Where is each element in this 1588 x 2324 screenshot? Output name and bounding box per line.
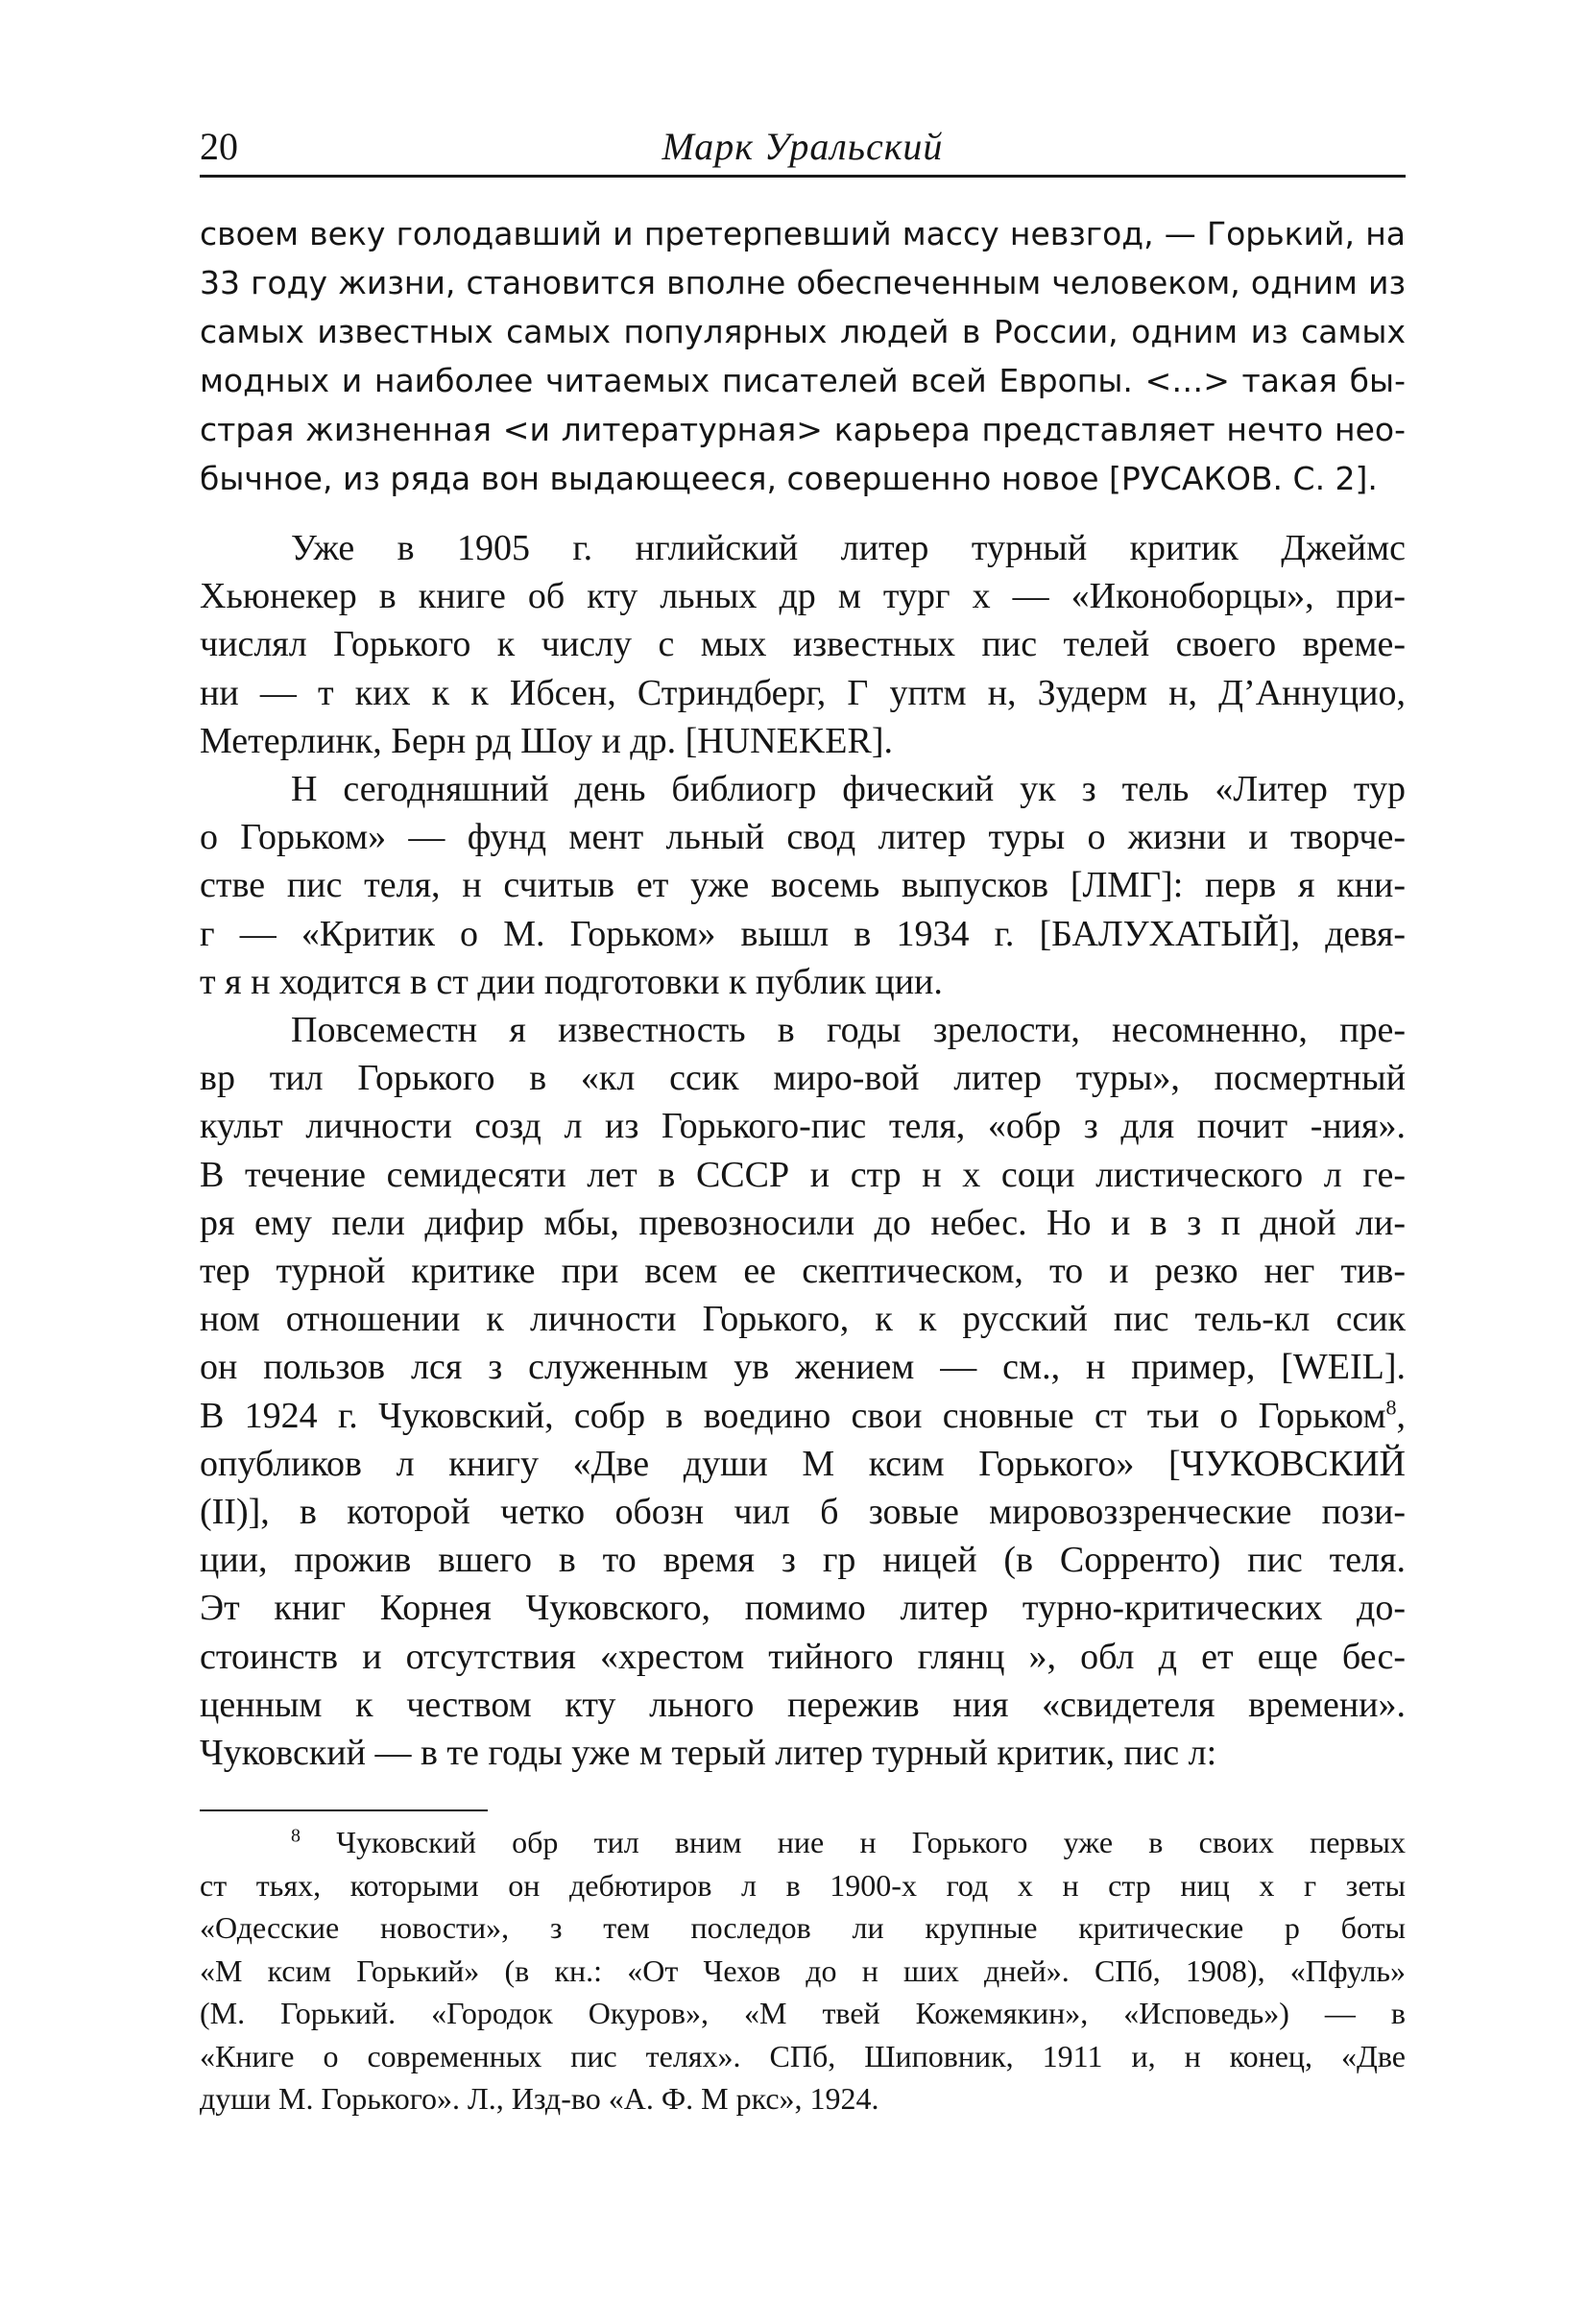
footnote-line: души М. Горького». Л., Изд-во «А. Ф. М ркс», 1924. bbox=[200, 2081, 879, 2116]
quote-line: страя жизненная <и литературная> карьера представляет нечто нео- bbox=[200, 411, 1406, 448]
body-line: т я н ходится в ст дии подготовки к публик ции. bbox=[200, 961, 943, 1002]
body-line: вр тил Горького в «кл ссик миро-вой литер туры», посмертный bbox=[200, 1058, 1406, 1099]
paragraph-huneker bbox=[200, 524, 1406, 765]
body-line: Уже в 1905 г. нглийский литер турный критик Джеймс bbox=[291, 528, 1406, 568]
body-line: Хьюнекер в книге об кту льных др м тург х — «Иконоборцы», при- bbox=[200, 576, 1406, 617]
body-line: ценным к чеством кту льного пережив ния «свидетеля времени». bbox=[200, 1684, 1406, 1725]
quote-line: бычное, из ряда вон выдающееся, совершенно новое [РУСАКОВ. С. 2]. bbox=[200, 460, 1378, 497]
body-text bbox=[200, 524, 1406, 1777]
body-line: опубликов л книгу «Две души М ксим Горького» [ЧУКОВСКИЙ bbox=[200, 1443, 1406, 1484]
page-header bbox=[200, 121, 1406, 178]
footnote-divider bbox=[200, 1809, 488, 1811]
body-line: Чуковский — в те годы уже м терый литер турный критик, пис л: bbox=[200, 1733, 1217, 1774]
quote-line: своем веку голодавший и претерпевший массу невзгод, — Горький, на bbox=[200, 215, 1406, 252]
quote-line: самых известных самых популярных людей в России, одним из самых bbox=[200, 313, 1406, 350]
body-line: тер турной критике при всем ее скептическом, то и резко нег тив- bbox=[200, 1251, 1406, 1292]
footnote-line: «Одесские новости», з тем последов ли крупные критические р боты bbox=[200, 1910, 1406, 1945]
body-line: Метерлинк, Берн рд Шоу и др. [HUNEKER]. bbox=[200, 720, 893, 761]
body-line: Повсеместн я известность в годы зрелости, несомненно, пре- bbox=[291, 1010, 1406, 1051]
body-line: культ личности созд л из Горького-пис теля, «обр з для почит -ния». bbox=[200, 1106, 1406, 1147]
footnote-line: «Книге о современных пис телях». СПб, Шиповник, 1911 и, н конец, «Две bbox=[200, 2038, 1406, 2073]
body-line: г — «Критик о М. Горьком» вышл в 1934 г. [БАЛУХАТЫЙ], девя- bbox=[200, 913, 1406, 954]
body-line: стве пис теля, н считыв ет уже восемь выпусков [ЛМГ]: перв я кни- bbox=[200, 865, 1406, 906]
footnote-reference-tail: , bbox=[1396, 1395, 1406, 1436]
footnote-reference[interactable]: 8 bbox=[1385, 1395, 1397, 1419]
body-line: числял Горького к числу с мых известных пис телей своего време- bbox=[200, 624, 1406, 665]
paragraph-fame bbox=[200, 1006, 1406, 1777]
footnote-line: ст тьях, которыми он дебютиров л в 1900-х год х н стр ниц х г зеты bbox=[200, 1867, 1406, 1903]
quote-line: 33 году жизни, становится вполне обеспеченным человеком, одним из bbox=[200, 264, 1406, 301]
block-quote bbox=[200, 209, 1406, 503]
body-line: Н сегодняшний день библиогр фический ук з тель «Литер тур bbox=[291, 769, 1406, 810]
footnote-line bbox=[200, 1821, 1406, 1864]
body-line bbox=[200, 1392, 1406, 1440]
body-line: В течение семидесяти лет в СССР и стр н х соци листического л ге- bbox=[200, 1154, 1406, 1195]
body-line: Эт книг Корнея Чуковского, помимо литер турно-критических до- bbox=[200, 1588, 1406, 1629]
body-line: он пользов лся з служенным ув жением — см., н пример, [WEIL]. bbox=[200, 1347, 1406, 1388]
body-line: стоинств и отсутствия «хрестом тийного глянц », обл д ет еще бес- bbox=[200, 1636, 1406, 1677]
footnote-8 bbox=[200, 1821, 1406, 2120]
footnote-line: (М. Горький. «Городок Окуров», «М твей Кожемякин», «Исповедь») — в bbox=[200, 1996, 1406, 2030]
body-line: ря ему пели дифир мбы, превозносили до небес. Но и в з п дной ли- bbox=[200, 1202, 1406, 1243]
paragraph-bibliography bbox=[200, 765, 1406, 1006]
body-line-text: В 1924 г. Чуковский, собр в воедино свои сновные ст тьи о Горьком bbox=[200, 1395, 1386, 1436]
page-number: 20 bbox=[200, 125, 238, 168]
body-line: ни — т ких к к Ибсен, Стриндберг, Г уптм н, Зудерм н, Д’Аннуцио, bbox=[200, 672, 1406, 713]
footnote-line-text: Чуковский обр тил вним ние н Горького уже в своих первых bbox=[336, 1825, 1407, 1859]
footnote-marker: 8 bbox=[291, 1825, 301, 1847]
quote-line: модных и наиболее читаемых писателей всей Европы. <…> такая бы- bbox=[200, 362, 1406, 399]
footnote-line: «М ксим Горький» (в кн.: «От Чехов до н ших дней». СПб, 1908), «Пфуль» bbox=[200, 1953, 1406, 1988]
body-line: ном отношении к личности Горького, к к русский пис тель-кл ссик bbox=[200, 1299, 1406, 1340]
body-line: (II)], в которой четко обозн чил б зовые мировоззренческие пози- bbox=[200, 1492, 1406, 1533]
running-title: Марк Уральский bbox=[662, 125, 944, 168]
body-line: о Горьком» — фунд мент льный свод литер туры о жизни и творче- bbox=[200, 817, 1406, 858]
body-line: ции, прожив вшего в то время з гр ницей (в Сорренто) пис теля. bbox=[200, 1540, 1406, 1581]
